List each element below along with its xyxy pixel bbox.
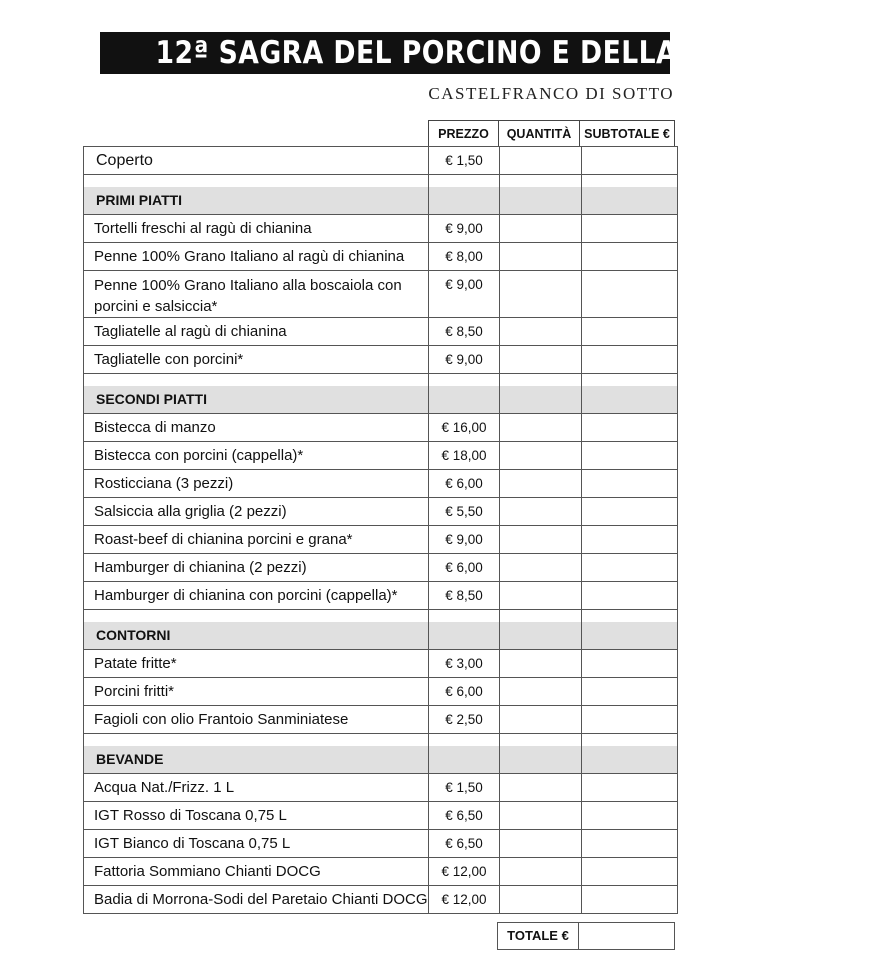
table-row xyxy=(84,554,678,582)
table-row xyxy=(84,243,678,271)
section-header xyxy=(84,386,678,414)
subtotal-cell[interactable] xyxy=(582,442,678,470)
item-price: € 9,00 xyxy=(429,346,500,374)
item-price: € 6,00 xyxy=(429,470,500,498)
quantity-cell[interactable] xyxy=(500,802,582,830)
item-name: Hamburger di chianina (2 pezzi) xyxy=(84,554,429,582)
item-price: € 5,50 xyxy=(429,498,500,526)
quantity-cell[interactable] xyxy=(500,554,582,582)
section-spacer xyxy=(84,610,678,622)
quantity-cell[interactable] xyxy=(500,830,582,858)
item-name: Tagliatelle al ragù di chianina xyxy=(84,318,429,346)
subtotal-cell[interactable] xyxy=(582,243,678,271)
section-header xyxy=(84,622,678,650)
table-row xyxy=(84,582,678,610)
table-row xyxy=(84,498,678,526)
subtotal-cell[interactable] xyxy=(582,346,678,374)
subtotal-cell[interactable] xyxy=(582,414,678,442)
quantity-cell[interactable] xyxy=(500,886,582,914)
item-name: Acqua Nat./Frizz. 1 L xyxy=(84,774,429,802)
quantity-cell[interactable] xyxy=(500,774,582,802)
table-row xyxy=(84,802,678,830)
section-title: SECONDI PIATTI xyxy=(84,386,429,414)
item-price: € 3,00 xyxy=(429,650,500,678)
quantity-cell[interactable] xyxy=(500,318,582,346)
item-name: Roast-beef di chianina porcini e grana* xyxy=(84,526,429,554)
subtotal-cell[interactable] xyxy=(582,147,678,175)
quantity-cell[interactable] xyxy=(500,650,582,678)
subtotal-cell[interactable] xyxy=(582,858,678,886)
item-name: Fattoria Sommiano Chianti DOCG xyxy=(84,858,429,886)
item-price: € 12,00 xyxy=(429,858,500,886)
table-row xyxy=(84,346,678,374)
section-spacer xyxy=(84,175,678,187)
item-name: Penne 100% Grano Italiano alla boscaiola con porcini e salsiccia* xyxy=(84,271,429,318)
item-name: Badia di Morrona-Sodi del Paretaio Chianti DOCG xyxy=(84,886,429,914)
item-price: € 9,00 xyxy=(429,526,500,554)
table-row xyxy=(84,678,678,706)
table-row xyxy=(84,650,678,678)
table-row xyxy=(84,414,678,442)
quantity-cell[interactable] xyxy=(500,442,582,470)
quantity-cell[interactable] xyxy=(500,414,582,442)
item-price: € 8,00 xyxy=(429,243,500,271)
item-name: Salsiccia alla griglia (2 pezzi) xyxy=(84,498,429,526)
section-title: CONTORNI xyxy=(84,622,429,650)
quantity-cell[interactable] xyxy=(500,582,582,610)
table-row xyxy=(84,526,678,554)
item-price: € 18,00 xyxy=(429,442,500,470)
item-name: Rosticciana (3 pezzi) xyxy=(84,470,429,498)
quantity-cell[interactable] xyxy=(500,470,582,498)
quantity-cell[interactable] xyxy=(500,243,582,271)
menu-order-table xyxy=(83,146,678,914)
item-price: € 9,00 xyxy=(429,215,500,243)
total-label: TOTALE € xyxy=(497,922,579,950)
section-header xyxy=(84,187,678,215)
quantity-cell[interactable] xyxy=(500,526,582,554)
item-price: € 1,50 xyxy=(429,147,500,175)
subtotal-cell[interactable] xyxy=(582,526,678,554)
table-row xyxy=(84,774,678,802)
table-row xyxy=(84,886,678,914)
quantity-cell[interactable] xyxy=(500,498,582,526)
item-price: € 6,00 xyxy=(429,554,500,582)
table-row xyxy=(84,706,678,734)
table-row xyxy=(84,442,678,470)
subtotal-cell[interactable] xyxy=(582,650,678,678)
column-header-subtotal: SUBTOTALE € xyxy=(579,120,675,146)
subtotal-cell[interactable] xyxy=(582,774,678,802)
table-row xyxy=(84,271,678,318)
section-spacer xyxy=(84,374,678,386)
item-name: Bistecca con porcini (cappella)* xyxy=(84,442,429,470)
quantity-cell[interactable] xyxy=(500,678,582,706)
subtotal-cell[interactable] xyxy=(582,706,678,734)
section-title: PRIMI PIATTI xyxy=(84,187,429,215)
subtotal-cell[interactable] xyxy=(582,582,678,610)
item-name: Coperto xyxy=(84,147,429,175)
item-price: € 8,50 xyxy=(429,582,500,610)
item-price: € 9,00 xyxy=(429,271,500,318)
subtotal-cell[interactable] xyxy=(582,215,678,243)
subtotal-cell[interactable] xyxy=(582,678,678,706)
item-price: € 2,50 xyxy=(429,706,500,734)
subtotal-cell[interactable] xyxy=(582,886,678,914)
item-price: € 12,00 xyxy=(429,886,500,914)
table-row xyxy=(84,318,678,346)
item-price: € 6,00 xyxy=(429,678,500,706)
item-name: Porcini fritti* xyxy=(84,678,429,706)
section-header xyxy=(84,746,678,774)
item-price: € 6,50 xyxy=(429,802,500,830)
column-header-quantity: QUANTITÀ xyxy=(498,120,580,146)
item-name: Bistecca di manzo xyxy=(84,414,429,442)
item-name: IGT Bianco di Toscana 0,75 L xyxy=(84,830,429,858)
table-row xyxy=(84,215,678,243)
item-price: € 8,50 xyxy=(429,318,500,346)
subtotal-cell[interactable] xyxy=(582,498,678,526)
subtotal-cell[interactable] xyxy=(582,271,678,318)
subtotal-cell[interactable] xyxy=(582,318,678,346)
total-value-cell[interactable] xyxy=(578,922,675,950)
table-row xyxy=(84,830,678,858)
item-name: Tagliatelle con porcini* xyxy=(84,346,429,374)
item-price: € 16,00 xyxy=(429,414,500,442)
quantity-cell[interactable] xyxy=(500,271,582,318)
table-row xyxy=(84,858,678,886)
quantity-cell[interactable] xyxy=(500,346,582,374)
item-name: Tortelli freschi al ragù di chianina xyxy=(84,215,429,243)
item-name: Penne 100% Grano Italiano al ragù di chianina xyxy=(84,243,429,271)
item-price: € 6,50 xyxy=(429,830,500,858)
quantity-cell[interactable] xyxy=(500,706,582,734)
section-title: BEVANDE xyxy=(84,746,429,774)
quantity-cell[interactable] xyxy=(500,215,582,243)
item-price: € 1,50 xyxy=(429,774,500,802)
item-name: Fagioli con olio Frantoio Sanminiatese xyxy=(84,706,429,734)
subtotal-cell[interactable] xyxy=(582,470,678,498)
item-name: Hamburger di chianina con porcini (cappella)* xyxy=(84,582,429,610)
table-row-coperto xyxy=(84,147,678,175)
section-spacer xyxy=(84,734,678,746)
item-name: Patate fritte* xyxy=(84,650,429,678)
subtotal-cell[interactable] xyxy=(582,554,678,582)
page-title: 12ª SAGRA DEL PORCINO E DELLA CHIANINA xyxy=(100,32,670,74)
table-row xyxy=(84,470,678,498)
quantity-cell[interactable] xyxy=(500,147,582,175)
page-subtitle: CASTELFRANCO DI SOTTO xyxy=(428,84,674,103)
column-header-price: PREZZO xyxy=(428,120,499,146)
item-name: IGT Rosso di Toscana 0,75 L xyxy=(84,802,429,830)
quantity-cell[interactable] xyxy=(500,858,582,886)
subtotal-cell[interactable] xyxy=(582,830,678,858)
subtotal-cell[interactable] xyxy=(582,802,678,830)
